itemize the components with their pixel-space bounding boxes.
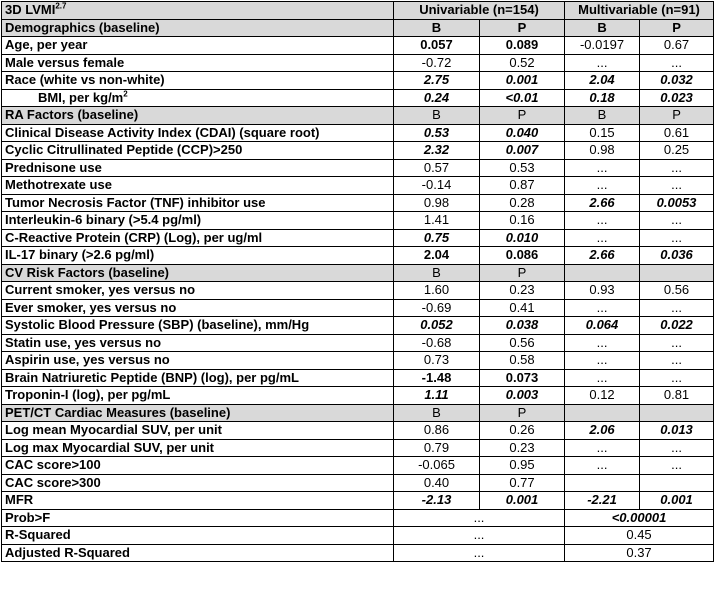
row-label: Ever smoker, yes versus no [2, 299, 394, 317]
row-label: Interleukin-6 binary (>5.4 pg/ml) [2, 212, 394, 230]
table-cell: 0.98 [394, 194, 480, 212]
section-column-label: P [480, 264, 565, 282]
table-cell: 0.81 [640, 387, 714, 405]
section-label: RA Factors (baseline) [2, 107, 394, 125]
table-cell: ... [640, 439, 714, 457]
table-cell: ... [565, 212, 640, 230]
table-cell: 0.93 [565, 282, 640, 300]
section-row [2, 404, 714, 422]
table-cell: 0.40 [394, 474, 480, 492]
table-row [2, 194, 714, 212]
table-cell: ... [640, 299, 714, 317]
section-column-label: P [640, 107, 714, 125]
row-label: Brain Natriuretic Peptide (BNP) (log), per pg/mL [2, 369, 394, 387]
table-cell: 0.16 [480, 212, 565, 230]
row-label: BMI, per $kg/m^2$ [2, 89, 394, 107]
table-cell [640, 474, 714, 492]
table-cell: 0.28 [480, 194, 565, 212]
table-cell: 0.95 [480, 457, 565, 475]
table-cell: 1.11 [394, 387, 480, 405]
section-row [2, 107, 714, 125]
table-row [2, 212, 714, 230]
summary-univariable: ... [394, 544, 565, 562]
table-cell: ... [565, 54, 640, 72]
table-row [2, 142, 714, 160]
results-table [1, 1, 714, 562]
header-row [2, 2, 714, 20]
table-cell: ... [640, 457, 714, 475]
table-cell [565, 474, 640, 492]
table-cell: 0.086 [480, 247, 565, 265]
table-cell: -2.21 [565, 492, 640, 510]
table-row [2, 457, 714, 475]
row-label: Methotrexate use [2, 177, 394, 195]
table-cell: 0.022 [640, 317, 714, 335]
table-cell: 0.61 [640, 124, 714, 142]
table-cell: ... [640, 334, 714, 352]
table-cell: 0.56 [640, 282, 714, 300]
section-column-label: P [480, 107, 565, 125]
row-label: Aspirin use, yes versus no [2, 352, 394, 370]
table-cell: -0.69 [394, 299, 480, 317]
table-cell: ... [565, 299, 640, 317]
table-cell: ... [640, 212, 714, 230]
row-label: Clinical Disease Activity Index (CDAI) (square root) [2, 124, 394, 142]
table-cell: 0.089 [480, 37, 565, 55]
table-cell: 0.007 [480, 142, 565, 160]
table-cell: 0.67 [640, 37, 714, 55]
table-cell: 1.60 [394, 282, 480, 300]
table-cell: ... [640, 369, 714, 387]
table-cell: <0.01 [480, 89, 565, 107]
section-column-label: B [394, 404, 480, 422]
summary-univariable: ... [394, 509, 565, 527]
table-cell: 0.064 [565, 317, 640, 335]
univariable-header: Univariable (n=154) [394, 2, 565, 20]
table-row [2, 299, 714, 317]
section-column-label [640, 264, 714, 282]
table-cell: 0.53 [480, 159, 565, 177]
table-cell: 0.052 [394, 317, 480, 335]
section-column-label: B [394, 264, 480, 282]
table-cell: 0.26 [480, 422, 565, 440]
table-row [2, 247, 714, 265]
table-cell: 0.010 [480, 229, 565, 247]
summary-row [2, 509, 714, 527]
table-cell: -0.0197 [565, 37, 640, 55]
table-cell: 1.41 [394, 212, 480, 230]
table-row [2, 317, 714, 335]
table-cell: 0.23 [480, 282, 565, 300]
table-row [2, 422, 714, 440]
table-cell: 0.001 [480, 72, 565, 90]
table-cell: 0.41 [480, 299, 565, 317]
summary-row [2, 527, 714, 545]
table-row [2, 334, 714, 352]
section-column-label [565, 404, 640, 422]
table-row [2, 54, 714, 72]
row-label: Log max Myocardial SUV, per unit [2, 439, 394, 457]
multivariable-header: Multivariable (n=91) [565, 2, 714, 20]
row-label: CAC score>300 [2, 474, 394, 492]
table-row [2, 474, 714, 492]
table-row [2, 352, 714, 370]
row-label: Troponin-I (log), per pg/mL [2, 387, 394, 405]
table-row [2, 492, 714, 510]
table-cell: ... [565, 159, 640, 177]
table-cell: 0.013 [640, 422, 714, 440]
table-cell: 2.32 [394, 142, 480, 160]
section-column-label: B [565, 107, 640, 125]
table-cell: 0.023 [640, 89, 714, 107]
summary-row [2, 544, 714, 562]
row-label: Age, per year [2, 37, 394, 55]
table-cell: 2.04 [394, 247, 480, 265]
row-label: Cyclic Citrullinated Peptide (CCP)>250 [2, 142, 394, 160]
table-row [2, 177, 714, 195]
table-cell: ... [565, 369, 640, 387]
row-label: Log mean Myocardial SUV, per unit [2, 422, 394, 440]
summary-label: R-Squared [2, 527, 394, 545]
table-cell: ... [565, 229, 640, 247]
section-column-label: B [394, 19, 480, 37]
section-column-label: P [480, 404, 565, 422]
table-cell: 0.52 [480, 54, 565, 72]
table-row [2, 89, 714, 107]
section-column-label: B [565, 19, 640, 37]
table-cell: 0.57 [394, 159, 480, 177]
summary-multivariable: <0.00001 [565, 509, 714, 527]
section-column-label: B [394, 107, 480, 125]
section-column-label [640, 404, 714, 422]
row-label: Current smoker, yes versus no [2, 282, 394, 300]
section-column-label [565, 264, 640, 282]
row-label: Statin use, yes versus no [2, 334, 394, 352]
table-cell: -0.065 [394, 457, 480, 475]
summary-label: Prob>F [2, 509, 394, 527]
table-cell: 0.003 [480, 387, 565, 405]
table-cell: -0.14 [394, 177, 480, 195]
table-cell: 0.77 [480, 474, 565, 492]
table-cell: -0.72 [394, 54, 480, 72]
section-column-label: P [640, 19, 714, 37]
table-cell: ... [640, 177, 714, 195]
table-cell: 2.06 [565, 422, 640, 440]
row-label: Tumor Necrosis Factor (TNF) inhibitor use [2, 194, 394, 212]
table-cell: 0.038 [480, 317, 565, 335]
table-cell: -2.13 [394, 492, 480, 510]
table-cell: ... [640, 229, 714, 247]
section-label: PET/CT Cardiac Measures (baseline) [2, 404, 394, 422]
table-cell: ... [640, 54, 714, 72]
table-cell: 0.73 [394, 352, 480, 370]
section-label: CV Risk Factors (baseline) [2, 264, 394, 282]
table-title: 3D $LVMI^{2.7}$ [2, 2, 394, 20]
table-row [2, 72, 714, 90]
table-row [2, 37, 714, 55]
table-cell: 0.073 [480, 369, 565, 387]
table-cell: 0.56 [480, 334, 565, 352]
table-row [2, 159, 714, 177]
row-label: CAC score>100 [2, 457, 394, 475]
table-cell: ... [565, 177, 640, 195]
table-cell: 0.032 [640, 72, 714, 90]
table-cell: 0.87 [480, 177, 565, 195]
table-cell: 2.66 [565, 194, 640, 212]
row-label: C-Reactive Protein (CRP) (Log), per ug/ml [2, 229, 394, 247]
table-cell: 0.18 [565, 89, 640, 107]
table-cell: 0.86 [394, 422, 480, 440]
table-cell: 0.58 [480, 352, 565, 370]
table-cell: 0.23 [480, 439, 565, 457]
row-label: IL-17 binary (>2.6 pg/ml) [2, 247, 394, 265]
table-cell: 0.001 [480, 492, 565, 510]
table-cell: ... [565, 457, 640, 475]
table-cell: 0.040 [480, 124, 565, 142]
row-label: Systolic Blood Pressure (SBP) (baseline), mm/Hg [2, 317, 394, 335]
summary-multivariable: 0.45 [565, 527, 714, 545]
table-cell: 0.24 [394, 89, 480, 107]
table-cell: 0.79 [394, 439, 480, 457]
row-label: MFR [2, 492, 394, 510]
row-label: Race (white vs non-white) [2, 72, 394, 90]
table-cell: 0.25 [640, 142, 714, 160]
table-cell: ... [565, 334, 640, 352]
table-cell: 0.75 [394, 229, 480, 247]
row-label: Male versus female [2, 54, 394, 72]
summary-univariable: ... [394, 527, 565, 545]
table-cell: ... [565, 352, 640, 370]
table-cell: 0.036 [640, 247, 714, 265]
table-cell: ... [640, 352, 714, 370]
table-cell: 0.0053 [640, 194, 714, 212]
section-label: Demographics (baseline) [2, 19, 394, 37]
table-cell: 2.66 [565, 247, 640, 265]
table-cell: 0.057 [394, 37, 480, 55]
summary-multivariable: 0.37 [565, 544, 714, 562]
table-cell: 2.04 [565, 72, 640, 90]
section-column-label: P [480, 19, 565, 37]
section-row [2, 19, 714, 37]
summary-label: Adjusted R-Squared [2, 544, 394, 562]
table-row [2, 124, 714, 142]
table-row [2, 229, 714, 247]
table-cell: 0.15 [565, 124, 640, 142]
table-cell: ... [640, 159, 714, 177]
table-cell: 0.98 [565, 142, 640, 160]
table-cell: ... [565, 439, 640, 457]
section-row [2, 264, 714, 282]
table-cell: 0.12 [565, 387, 640, 405]
table-cell: -0.68 [394, 334, 480, 352]
table-cell: 0.53 [394, 124, 480, 142]
row-label: Prednisone use [2, 159, 394, 177]
table-cell: 0.001 [640, 492, 714, 510]
table-row [2, 282, 714, 300]
table-cell: 2.75 [394, 72, 480, 90]
table-cell: -1.48 [394, 369, 480, 387]
table-row [2, 369, 714, 387]
table-row [2, 387, 714, 405]
table-row [2, 439, 714, 457]
